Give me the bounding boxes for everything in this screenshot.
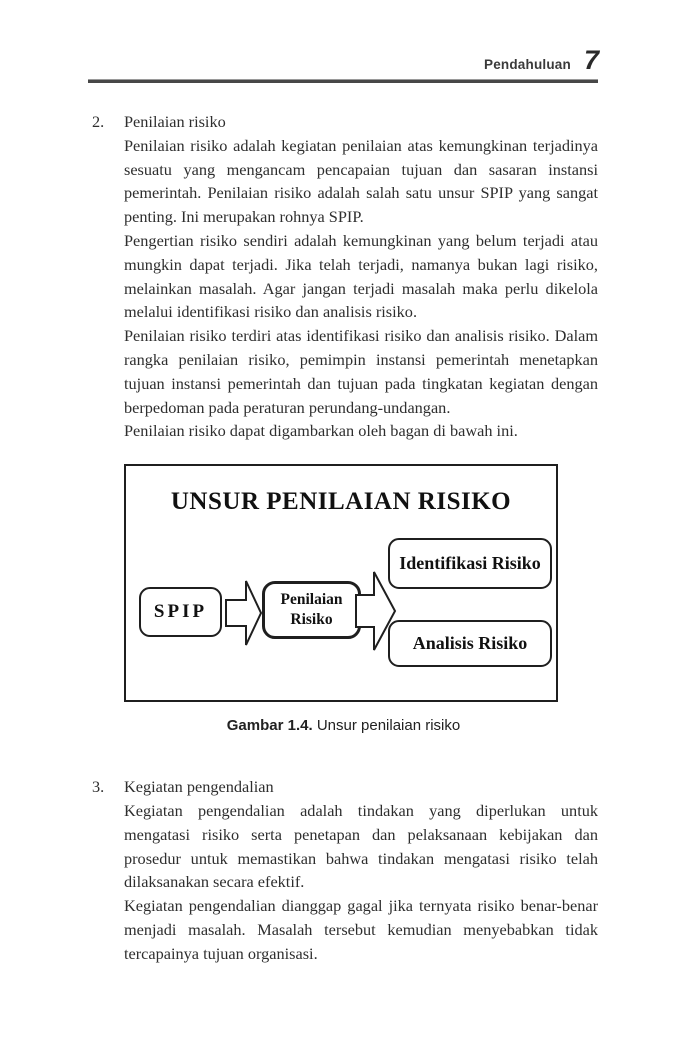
section-number: 3. [92, 777, 105, 797]
paragraph: Kegiatan pengendalian adalah tindakan yang diperlukan untuk mengatasi risiko serta penetapan dan pelaksanaan kebijakan dan prosedur untuk memastikan bahwa tindakan mengatasi risiko telah dilaksanakan secara efektif. [124, 800, 598, 892]
figure-caption [0, 717, 687, 734]
diagram-node-spip: SPIP [139, 587, 222, 637]
paragraph: Penilaian risiko terdiri atas identifikasi risiko dan analisis risiko. Dalam rangka penilaian risiko, pemimpin instansi pemerintah menetapkan tujuan instansi pemerintah dan tujuan pada tingkatan kegiatan dengan berpedoman pada peraturan perundang-undangan. [124, 326, 598, 417]
section-penilaian-risiko [92, 110, 598, 443]
document-page [0, 47, 687, 1062]
section-title: Penilaian risiko [124, 112, 226, 131]
diagram-node-analisis-risiko: Analisis Risiko [388, 620, 552, 667]
section-number: 2. [92, 112, 105, 131]
paragraph: Kegiatan pengendalian dianggap gagal jika ternyata risiko benar-benar menjadi masalah. Masalah tersebut kemudian menyebabkan tidak tercapainya tujuan organisasi. [124, 896, 598, 963]
diagram-node-identifikasi-risiko: Identifikasi Risiko [388, 538, 552, 589]
page-number: 7 [583, 45, 599, 75]
figure-unsur-penilaian-risiko [0, 464, 687, 734]
figure-caption-label: Gambar 1.4. [226, 717, 313, 735]
right-block-arrow-icon [225, 578, 263, 648]
running-head: Pendahuluan [484, 57, 571, 72]
paragraph: Penilaian risiko adalah kegiatan penilaian atas kemungkinan terjadinya sesuatu yang mengancam pencapaian tujuan dan sasaran instansi pemerintah. Penilaian risiko adalah salah satu unsur SPIP yang sangat penting. Ini merupakan rohnya SPIP. [124, 135, 598, 227]
diagram-frame [124, 464, 558, 702]
section-body [124, 775, 598, 965]
figure-caption-text: Unsur penilaian risiko [316, 717, 461, 735]
diagram-title: UNSUR PENILAIAN RISIKO [170, 488, 512, 516]
diagram-node-penilaian-risiko: Penilaian Risiko [262, 581, 361, 639]
page-header [88, 47, 599, 74]
section-kegiatan-pengendalian [92, 775, 598, 965]
section-title: Kegiatan pengendalian [124, 777, 274, 797]
header-rule [88, 79, 598, 83]
section-body [124, 110, 598, 443]
paragraph: Penilaian risiko dapat digambarkan oleh bagan di bawah ini. [124, 421, 518, 441]
paragraph: Pengertian risiko sendiri adalah kemungkinan yang belum terjadi atau mungkin dapat terjadi. Jika telah terjadi, namanya bukan lagi risiko, melainkan masalah. Agar jangan terjadi masalah maka perlu dikelola melalui identifikasi risiko dan analisis risiko. [124, 230, 598, 322]
